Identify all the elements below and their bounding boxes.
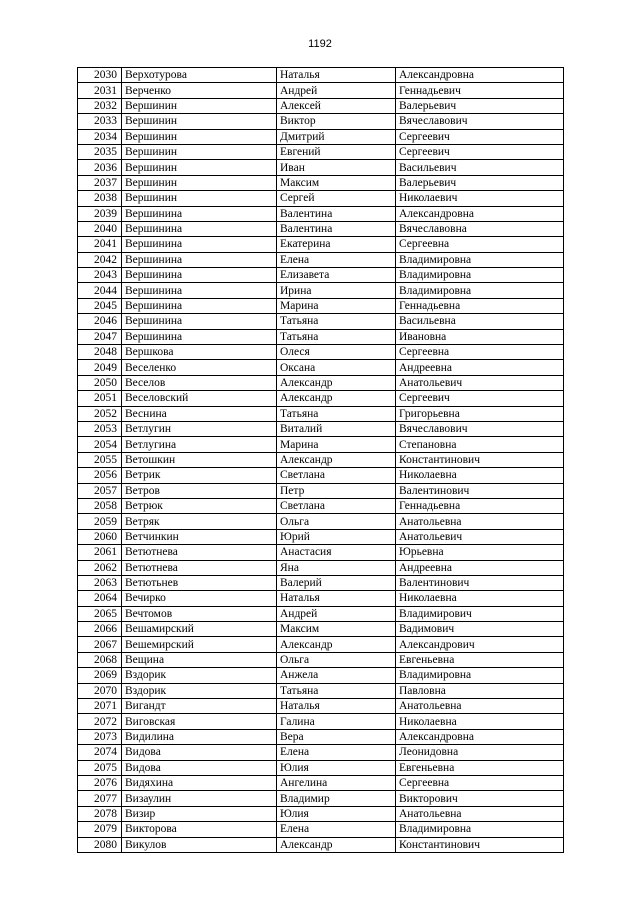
row-number-cell: 2038 [78,191,122,206]
last-name-cell: Видилина [122,729,277,744]
first-name-cell: Максим [277,622,396,637]
last-name-cell: Верхотурова [122,68,277,83]
patronymic-cell: Николаевна [396,591,564,606]
first-name-cell: Александр [277,637,396,652]
last-name-cell: Ветрик [122,468,277,483]
last-name-cell: Вершинин [122,160,277,175]
row-number-cell: 2070 [78,683,122,698]
patronymic-cell: Сергеевна [396,237,564,252]
last-name-cell: Вздорик [122,668,277,683]
table-row [78,468,564,483]
patronymic-cell: Сергеевна [396,345,564,360]
patronymic-cell: Александровна [396,729,564,744]
last-name-cell: Викторова [122,822,277,837]
last-name-cell: Вершкова [122,345,277,360]
first-name-cell: Марина [277,298,396,313]
row-number-cell: 2079 [78,822,122,837]
last-name-cell: Вечтомов [122,606,277,621]
first-name-cell: Ольга [277,514,396,529]
first-name-cell: Марина [277,437,396,452]
patronymic-cell: Вячеславович [396,114,564,129]
patronymic-cell: Вячеславович [396,421,564,436]
table-row [78,83,564,98]
row-number-cell: 2032 [78,98,122,113]
first-name-cell: Ангелина [277,775,396,790]
row-number-cell: 2060 [78,529,122,544]
row-number-cell: 2043 [78,268,122,283]
first-name-cell: Ольга [277,652,396,667]
patronymic-cell: Юрьевна [396,545,564,560]
row-number-cell: 2069 [78,668,122,683]
table-row [78,129,564,144]
patronymic-cell: Константинович [396,837,564,852]
patronymic-cell: Григорьевна [396,406,564,421]
patronymic-cell: Анатольевна [396,699,564,714]
patronymic-cell: Анатольевна [396,806,564,821]
row-number-cell: 2039 [78,206,122,221]
last-name-cell: Вершинина [122,237,277,252]
first-name-cell: Максим [277,175,396,190]
patronymic-cell: Владимировна [396,268,564,283]
table-row [78,652,564,667]
row-number-cell: 2053 [78,421,122,436]
row-number-cell: 2036 [78,160,122,175]
table-row [78,98,564,113]
row-number-cell: 2068 [78,652,122,667]
names-table-body [78,68,564,853]
table-row [78,375,564,390]
patronymic-cell: Сергеевна [396,775,564,790]
first-name-cell: Александр [277,391,396,406]
first-name-cell: Екатерина [277,237,396,252]
row-number-cell: 2072 [78,714,122,729]
table-row [78,114,564,129]
table-row [78,298,564,313]
first-name-cell: Светлана [277,468,396,483]
patronymic-cell: Евгеньевна [396,760,564,775]
table-row [78,498,564,513]
last-name-cell: Вещина [122,652,277,667]
patronymic-cell: Андреевна [396,360,564,375]
patronymic-cell: Сергеевич [396,129,564,144]
table-row [78,745,564,760]
table-row [78,545,564,560]
last-name-cell: Вершинин [122,175,277,190]
last-name-cell: Вершинин [122,144,277,159]
row-number-cell: 2076 [78,775,122,790]
names-table [77,67,564,853]
row-number-cell: 2064 [78,591,122,606]
patronymic-cell: Андреевна [396,560,564,575]
patronymic-cell: Анатольевич [396,375,564,390]
patronymic-cell: Ивановна [396,329,564,344]
last-name-cell: Верченко [122,83,277,98]
table-row [78,560,564,575]
patronymic-cell: Александровна [396,68,564,83]
last-name-cell: Ветлугина [122,437,277,452]
first-name-cell: Татьяна [277,329,396,344]
first-name-cell: Валентина [277,221,396,236]
first-name-cell: Александр [277,375,396,390]
row-number-cell: 2063 [78,575,122,590]
last-name-cell: Виговская [122,714,277,729]
row-number-cell: 2078 [78,806,122,821]
last-name-cell: Ветлугин [122,421,277,436]
last-name-cell: Вершинин [122,129,277,144]
patronymic-cell: Владимировна [396,668,564,683]
first-name-cell: Олеся [277,345,396,360]
first-name-cell: Елена [277,252,396,267]
last-name-cell: Ветютнева [122,560,277,575]
table-row [78,591,564,606]
last-name-cell: Вершинина [122,252,277,267]
table-row [78,637,564,652]
row-number-cell: 2077 [78,791,122,806]
table-row [78,606,564,621]
patronymic-cell: Леонидовна [396,745,564,760]
table-row [78,360,564,375]
table-row [78,221,564,236]
first-name-cell: Андрей [277,606,396,621]
row-number-cell: 2040 [78,221,122,236]
patronymic-cell: Васильевич [396,160,564,175]
row-number-cell: 2034 [78,129,122,144]
row-number-cell: 2055 [78,452,122,467]
table-row [78,760,564,775]
last-name-cell: Вершинина [122,298,277,313]
first-name-cell: Анжела [277,668,396,683]
row-number-cell: 2050 [78,375,122,390]
table-row [78,175,564,190]
table-row [78,514,564,529]
last-name-cell: Вздорик [122,683,277,698]
first-name-cell: Валерий [277,575,396,590]
patronymic-cell: Сергеевич [396,391,564,406]
patronymic-cell: Александрович [396,637,564,652]
row-number-cell: 2051 [78,391,122,406]
row-number-cell: 2035 [78,144,122,159]
row-number-cell: 2062 [78,560,122,575]
first-name-cell: Юлия [277,806,396,821]
last-name-cell: Веселенко [122,360,277,375]
last-name-cell: Видова [122,760,277,775]
table-row [78,68,564,83]
patronymic-cell: Владимирович [396,606,564,621]
last-name-cell: Видова [122,745,277,760]
row-number-cell: 2054 [78,437,122,452]
first-name-cell: Валентина [277,206,396,221]
table-row [78,391,564,406]
row-number-cell: 2080 [78,837,122,852]
table-row [78,144,564,159]
first-name-cell: Сергей [277,191,396,206]
first-name-cell: Ирина [277,283,396,298]
patronymic-cell: Геннадьевна [396,298,564,313]
table-row [78,775,564,790]
first-name-cell: Наталья [277,591,396,606]
first-name-cell: Татьяна [277,314,396,329]
table-row [78,252,564,267]
last-name-cell: Вершинин [122,191,277,206]
first-name-cell: Юрий [277,529,396,544]
row-number-cell: 2031 [78,83,122,98]
patronymic-cell: Константинович [396,452,564,467]
last-name-cell: Веселов [122,375,277,390]
first-name-cell: Дмитрий [277,129,396,144]
table-row [78,268,564,283]
row-number-cell: 2066 [78,622,122,637]
row-number-cell: 2044 [78,283,122,298]
row-number-cell: 2030 [78,68,122,83]
first-name-cell: Наталья [277,699,396,714]
patronymic-cell: Николаевна [396,468,564,483]
last-name-cell: Ветрюк [122,498,277,513]
last-name-cell: Визир [122,806,277,821]
row-number-cell: 2058 [78,498,122,513]
row-number-cell: 2049 [78,360,122,375]
patronymic-cell: Валентинович [396,575,564,590]
table-row [78,822,564,837]
first-name-cell: Елена [277,822,396,837]
last-name-cell: Вершинин [122,114,277,129]
table-row [78,452,564,467]
table-row [78,314,564,329]
row-number-cell: 2045 [78,298,122,313]
first-name-cell: Галина [277,714,396,729]
patronymic-cell: Васильевна [396,314,564,329]
first-name-cell: Виктор [277,114,396,129]
table-row [78,699,564,714]
patronymic-cell: Евгеньевна [396,652,564,667]
row-number-cell: 2057 [78,483,122,498]
table-row [78,191,564,206]
patronymic-cell: Геннадьевна [396,498,564,513]
last-name-cell: Вигандт [122,699,277,714]
row-number-cell: 2042 [78,252,122,267]
first-name-cell: Андрей [277,83,396,98]
last-name-cell: Веснина [122,406,277,421]
last-name-cell: Ветошкин [122,452,277,467]
row-number-cell: 2073 [78,729,122,744]
table-row [78,160,564,175]
row-number-cell: 2059 [78,514,122,529]
table-row [78,575,564,590]
row-number-cell: 2037 [78,175,122,190]
table-row [78,345,564,360]
last-name-cell: Вешамирский [122,622,277,637]
row-number-cell: 2065 [78,606,122,621]
patronymic-cell: Николаевна [396,714,564,729]
patronymic-cell: Александровна [396,206,564,221]
row-number-cell: 2052 [78,406,122,421]
row-number-cell: 2061 [78,545,122,560]
table-row [78,729,564,744]
last-name-cell: Ветров [122,483,277,498]
first-name-cell: Петр [277,483,396,498]
last-name-cell: Ветряк [122,514,277,529]
table-row [78,421,564,436]
row-number-cell: 2041 [78,237,122,252]
row-number-cell: 2075 [78,760,122,775]
first-name-cell: Светлана [277,498,396,513]
row-number-cell: 2048 [78,345,122,360]
last-name-cell: Вершинина [122,268,277,283]
patronymic-cell: Валерьевич [396,175,564,190]
table-row [78,329,564,344]
first-name-cell: Владимир [277,791,396,806]
first-name-cell: Александр [277,452,396,467]
table-row [78,283,564,298]
first-name-cell: Татьяна [277,683,396,698]
table-row [78,406,564,421]
first-name-cell: Вера [277,729,396,744]
table-row [78,529,564,544]
patronymic-cell: Валентинович [396,483,564,498]
row-number-cell: 2056 [78,468,122,483]
last-name-cell: Вершинина [122,221,277,236]
first-name-cell: Татьяна [277,406,396,421]
patronymic-cell: Сергеевич [396,144,564,159]
row-number-cell: 2071 [78,699,122,714]
row-number-cell: 2074 [78,745,122,760]
first-name-cell: Оксана [277,360,396,375]
table-row [78,622,564,637]
table-row [78,837,564,852]
table-row [78,791,564,806]
last-name-cell: Визаулин [122,791,277,806]
patronymic-cell: Валерьевич [396,98,564,113]
first-name-cell: Александр [277,837,396,852]
first-name-cell: Елизавета [277,268,396,283]
last-name-cell: Вершинина [122,206,277,221]
row-number-cell: 2047 [78,329,122,344]
first-name-cell: Иван [277,160,396,175]
table-row [78,237,564,252]
last-name-cell: Вершинин [122,98,277,113]
first-name-cell: Алексей [277,98,396,113]
last-name-cell: Вешемирский [122,637,277,652]
first-name-cell: Евгений [277,144,396,159]
last-name-cell: Вершинина [122,283,277,298]
last-name-cell: Вечирко [122,591,277,606]
row-number-cell: 2067 [78,637,122,652]
last-name-cell: Видяхина [122,775,277,790]
first-name-cell: Юлия [277,760,396,775]
row-number-cell: 2033 [78,114,122,129]
patronymic-cell: Николаевич [396,191,564,206]
table-row [78,206,564,221]
page-number: 1192 [308,38,332,50]
table-row [78,437,564,452]
last-name-cell: Ветютьнев [122,575,277,590]
last-name-cell: Вершинина [122,329,277,344]
last-name-cell: Викулов [122,837,277,852]
patronymic-cell: Викторович [396,791,564,806]
row-number-cell: 2046 [78,314,122,329]
last-name-cell: Веселовский [122,391,277,406]
patronymic-cell: Павловна [396,683,564,698]
table-row [78,668,564,683]
first-name-cell: Анастасия [277,545,396,560]
patronymic-cell: Вячеславовна [396,221,564,236]
last-name-cell: Вершинина [122,314,277,329]
table-row [78,714,564,729]
first-name-cell: Елена [277,745,396,760]
patronymic-cell: Вадимович [396,622,564,637]
patronymic-cell: Владимировна [396,283,564,298]
patronymic-cell: Владимировна [396,252,564,267]
table-row [78,483,564,498]
patronymic-cell: Геннадьевич [396,83,564,98]
last-name-cell: Ветчинкин [122,529,277,544]
patronymic-cell: Анатольевич [396,529,564,544]
first-name-cell: Виталий [277,421,396,436]
first-name-cell: Яна [277,560,396,575]
last-name-cell: Ветютнева [122,545,277,560]
table-row [78,683,564,698]
patronymic-cell: Владимировна [396,822,564,837]
patronymic-cell: Степановна [396,437,564,452]
patronymic-cell: Анатольевна [396,514,564,529]
first-name-cell: Наталья [277,68,396,83]
table-row [78,806,564,821]
